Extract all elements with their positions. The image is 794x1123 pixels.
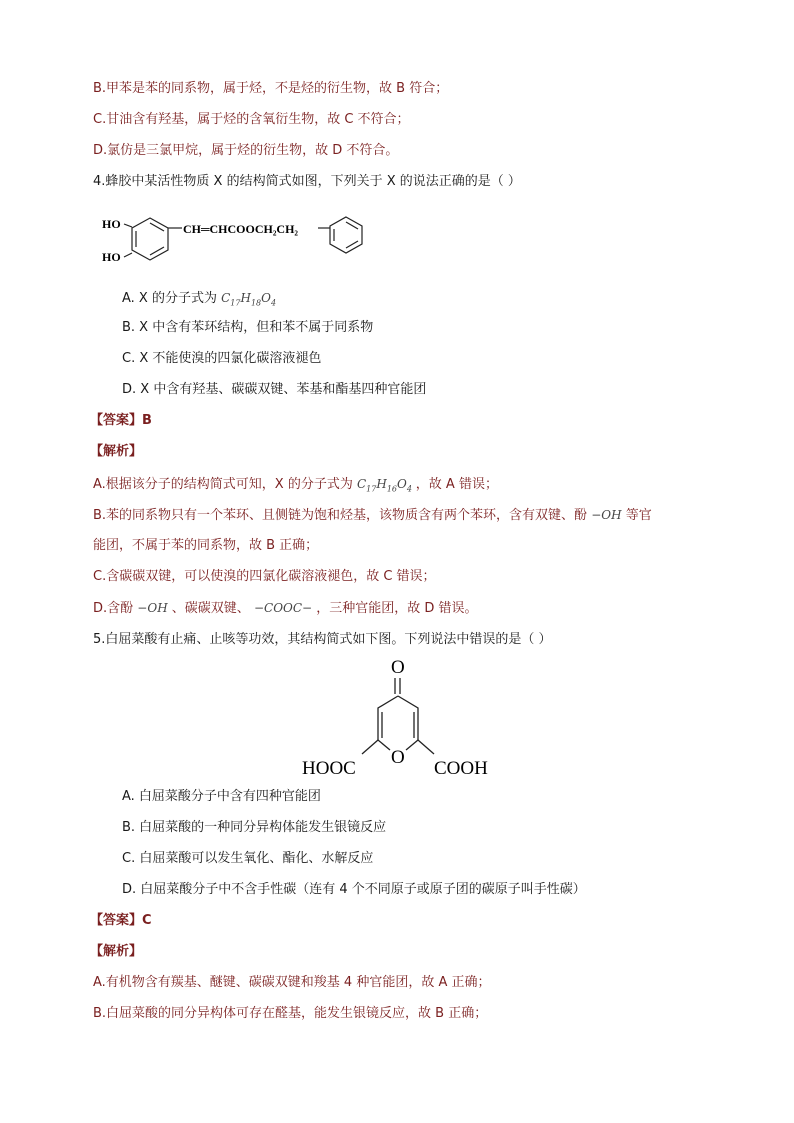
structure-chelidonic-acid xyxy=(300,652,500,780)
analysis-5b: B.白屈菜酸的同分异构体可存在醛基，能发生银镜反应，故 B 正确； xyxy=(93,1006,488,1021)
analysis-4b-line2: 能团，不属于苯的同系物，故 B 正确； xyxy=(93,538,319,553)
molecular-formula: $C_{17}H_{18}O_4$ xyxy=(221,291,277,308)
ho-top-label: HO xyxy=(102,217,121,231)
carbonyl-o-label: O xyxy=(391,657,405,678)
analysis-5-heading: 【解析】 xyxy=(90,944,143,959)
analysis-4d: D.含酚 −OH 、碳碳双键、 −COOC− ，三种官能团，故 D 错误。 xyxy=(93,601,478,616)
analysis-4c: C.含碳碳双键，可以使溴的四氯化碳溶液褪色，故 C 错误； xyxy=(93,569,436,584)
analysis-4b-line1: B.苯的同系物只有一个苯环、且侧链为饱和烃基，该物质含有两个苯环，含有双键、酚 −OH 等官 xyxy=(93,508,652,523)
answer-5: 【答案】C xyxy=(90,913,152,928)
option-5c: C. 白屈菜酸可以发生氧化、酯化、水解反应 xyxy=(122,851,374,866)
option-4a: A. X 的分子式为 $C_{17}H_{18}O_4$ xyxy=(122,291,277,308)
ring-o-label: O xyxy=(391,747,405,768)
option-4d: D. X 中含有羟基、碳碳双键、苯基和酯基四种官能团 xyxy=(122,382,427,397)
option-5a: A. 白屈菜酸分子中含有四种官能团 xyxy=(122,789,321,804)
analysis-4-heading: 【解析】 xyxy=(90,444,143,459)
text-line: C.甘油含有羟基，属于烃的含氧衍生物，故 C 不符合； xyxy=(93,112,410,127)
ester-formula: −COOC− xyxy=(253,601,313,615)
hydroxyl-formula: −OH xyxy=(591,508,622,522)
right-carboxyl-label: COOH xyxy=(434,758,488,779)
option-4b: B. X 中含有苯环结构，但和苯不属于同系物 xyxy=(122,320,374,335)
structure-x xyxy=(100,205,370,275)
answer-4: 【答案】B xyxy=(90,413,152,428)
question-5: 5.白屈菜酸有止痛、止咳等功效，其结构简式如下图。下列说法中错误的是（ ） xyxy=(93,632,552,647)
option-5d: D. 白屈菜酸分子中不含手性碳（连有 4 个不同原子或原子团的碳原子叫手性碳） xyxy=(122,882,586,897)
ho-bottom-label: HO xyxy=(102,250,121,264)
analysis-4a: A.根据该分子的结构简式可知，X 的分子式为 $C_{17}H_{16}O_4$ ，故 A 错误； xyxy=(93,477,498,494)
analysis-5a: A.有机物含有羰基、醚键、碳碳双键和羧基 4 种官能团，故 A 正确； xyxy=(93,975,491,990)
hydroxyl-formula: −OH xyxy=(137,601,168,615)
text-line: D.氯仿是三氯甲烷，属于烃的衍生物，故 D 不符合。 xyxy=(93,143,399,158)
side-chain-label: CH═CHCOOCH₂CH₂ xyxy=(183,222,299,236)
text-line: B.甲苯是苯的同系物，属于烃，不是烃的衍生物，故 B 符合； xyxy=(93,81,449,96)
question-4: 4.蜂胶中某活性物质 X 的结构简式如图，下列关于 X 的说法正确的是（ ） xyxy=(93,174,521,189)
left-carboxyl-label: HOOC xyxy=(302,758,356,779)
molecular-formula: $C_{17}H_{16}O_4$ xyxy=(356,477,412,494)
option-4c: C. X 不能使溴的四氯化碳溶液褪色 xyxy=(122,351,322,366)
option-5b: B. 白屈菜酸的一种同分异构体能发生银镜反应 xyxy=(122,820,387,835)
